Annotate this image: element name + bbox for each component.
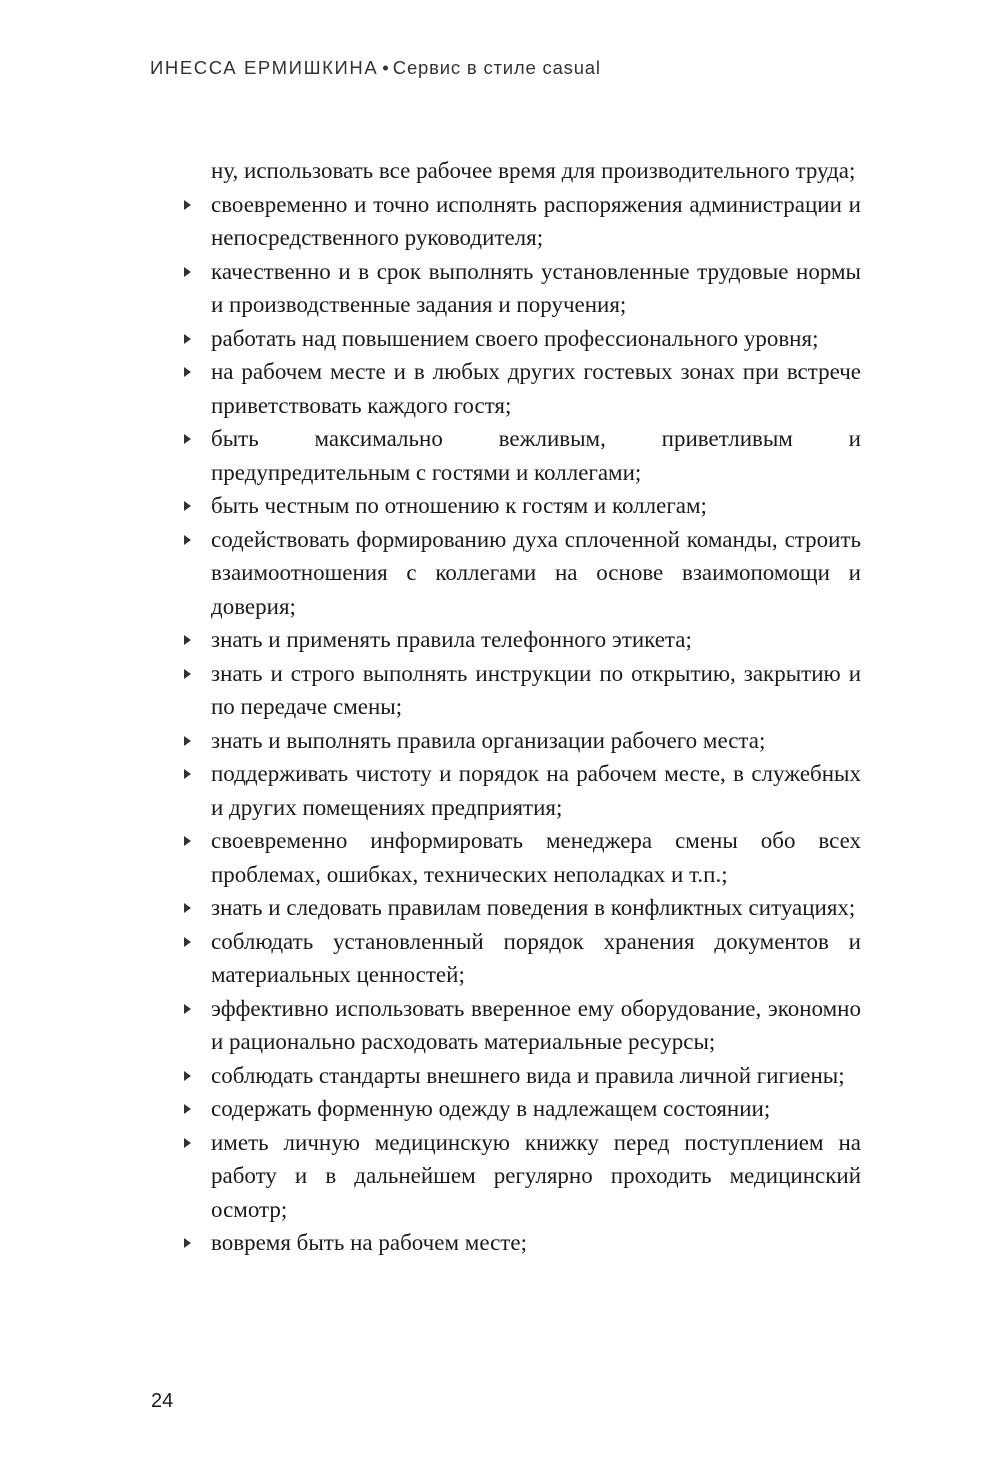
list-item [181, 355, 861, 422]
list-item [181, 1226, 861, 1260]
bullet-list [181, 188, 861, 1260]
list-item [181, 322, 861, 356]
list-item-text: знать и строго выполнять инструкции по открытию, закрытию и по передаче смены; [211, 660, 861, 719]
list-item-text: вовремя быть на рабочем месте; [211, 1230, 527, 1255]
list-item-text: быть максимально вежливым, приветливым и предупредительным с гостями и коллегами; [211, 426, 861, 485]
list-item-text: соблюдать установленный порядок хранения документов и материальных ценностей; [211, 928, 861, 987]
list-item [181, 1092, 861, 1126]
list-item [181, 188, 861, 255]
triangle-right-icon [184, 1004, 191, 1014]
running-header [150, 57, 601, 79]
list-item [181, 1126, 861, 1227]
header-author: ИНЕССА ЕРМИШКИНА [150, 57, 379, 78]
list-item [181, 255, 861, 322]
triangle-right-icon [184, 267, 191, 277]
triangle-right-icon [184, 1138, 191, 1148]
list-item-text: своевременно и точно исполнять распоряжения администрации и непосредственного руководителя; [211, 191, 861, 250]
triangle-right-icon [184, 501, 191, 511]
list-item-text: эффективно использовать вверенное ему оборудование, экономно и рационально расходовать материальные ресурсы; [211, 995, 861, 1054]
list-item [181, 724, 861, 758]
list-item [181, 623, 861, 657]
list-item-text: знать и применять правила телефонного этикета; [211, 627, 692, 652]
list-item-text: иметь личную медицинскую книжку перед поступлением на работу и в дальнейшем регулярно проходить медицинский осмотр; [211, 1129, 861, 1222]
list-item [181, 992, 861, 1059]
triangle-right-icon [184, 736, 191, 746]
list-item [181, 657, 861, 724]
list-item-text: содействовать формированию духа сплоченной команды, строить взаимоотношения с коллегами на основе взаимопомощи и доверия; [211, 526, 861, 619]
triangle-right-icon [184, 769, 191, 779]
page-number: 24 [151, 1390, 174, 1412]
list-item-text: содержать форменную одежду в надлежащем состоянии; [211, 1096, 771, 1121]
list-item [181, 489, 861, 523]
triangle-right-icon [184, 200, 191, 210]
list-item [181, 1059, 861, 1093]
continued-paragraph: ну, использовать все рабочее время для производительного труда; [211, 158, 856, 183]
triangle-right-icon [184, 1104, 191, 1114]
list-item-text: знать и выполнять правила организации рабочего места; [211, 727, 766, 753]
triangle-right-icon [184, 1071, 191, 1081]
triangle-right-icon [184, 434, 191, 444]
triangle-right-icon [184, 635, 191, 645]
list-item-text: на рабочем месте и в любых других гостевых зонах при встрече приветствовать каждого гостя; [211, 359, 861, 418]
list-item-text: знать и следовать правилам поведения в конфликтных ситуациях; [211, 895, 856, 920]
list-item [181, 422, 861, 489]
triangle-right-icon [184, 367, 191, 377]
list-item-text: быть честным по отношению к гостям и коллегам; [211, 493, 707, 518]
triangle-right-icon [184, 669, 191, 679]
list-item [181, 523, 861, 624]
list-item [181, 891, 861, 925]
list-item-text: работать над повышением своего профессионального уровня; [211, 325, 819, 351]
list-item-text: качественно и в срок выполнять установленные трудовые нормы и производственные задания и поручения; [211, 258, 861, 317]
triangle-right-icon [184, 937, 191, 947]
list-item-text: соблюдать стандарты внешнего вида и правила личной гигиены; [211, 1062, 845, 1088]
triangle-right-icon [184, 903, 191, 913]
triangle-right-icon [184, 1238, 191, 1248]
list-item [181, 925, 861, 992]
triangle-right-icon [184, 334, 191, 344]
header-separator: • [382, 57, 389, 78]
list-item-text: поддерживать чистоту и порядок на рабочем месте, в служебных и других помещениях предприятия; [211, 761, 861, 820]
list-item-text: своевременно информировать менеджера смены обо всех проблемах, ошибках, технических неполадках и т.п.; [211, 828, 861, 887]
header-book-title: Сервис в стиле casual [392, 57, 601, 78]
page-body [181, 154, 861, 1260]
triangle-right-icon [184, 535, 191, 545]
list-item [181, 757, 861, 824]
list-item [181, 824, 861, 891]
triangle-right-icon [184, 836, 191, 846]
